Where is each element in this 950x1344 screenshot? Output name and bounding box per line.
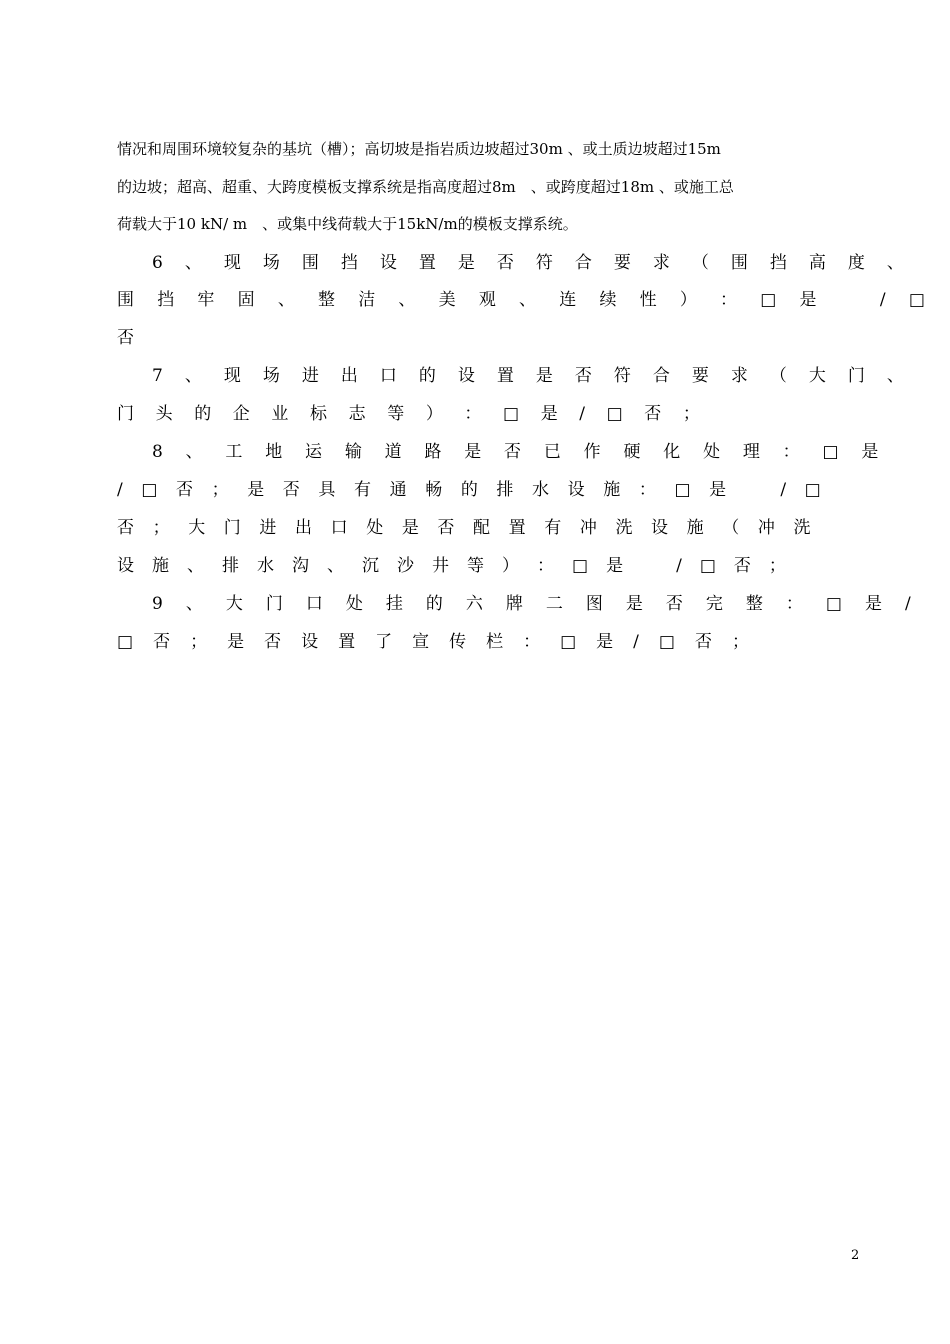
item-6-line-1: 6 、 现 场 围 挡 设 置 是 否 符 合 要 求 （ 围 挡 高 度 、: [152, 253, 913, 273]
item-7-line-2: 门 头 的 企 业 标 志 等 ） ： □ 是 / □ 否 ；: [117, 404, 709, 424]
item-8-line-2: / □ 否 ； 是 否 具 有 通 畅 的 排 水 设 施 ： □ 是 / □: [117, 480, 828, 500]
item-7-line-1: 7 、 现 场 进 出 口 的 设 置 是 否 符 合 要 求 （ 大 门 、: [152, 366, 913, 386]
paragraph-5-line-1: 情况和周围环境较复杂的基坑（槽）；高切坡是指岩质边坡超过30m 、或土质边坡超过15m: [117, 140, 721, 158]
item-8-line-4: 设 施 、 排 水 沟 、 沉 沙 井 等 ） ： □ 是 / □ 否 ；: [117, 556, 793, 576]
item-9-line-1: 9 、 大 门 口 处 挂 的 六 牌 二 图 是 否 完 整 ： □ 是 /: [152, 594, 920, 614]
paragraph-5-line-2: 的边坡；超高、超重、大跨度模板支撑系统是指高度超过8m 、或跨度超过18m 、或施工总: [117, 178, 734, 196]
item-6-line-2: 围 挡 牢 固 、 整 洁 、 美 观 、 连 续 性 ） ： □ 是 / □: [117, 290, 934, 310]
item-9-line-2: □ 否 ； 是 否 设 置 了 宣 传 栏 ： □ 是 / □ 否 ；: [117, 632, 757, 652]
paragraph-5-line-3: 荷载大于10 kN/ m 、或集中线荷载大于15kN/m的模板支撑系统。: [117, 215, 578, 233]
page-number: 2: [851, 1248, 860, 1263]
item-8-line-1: 8 、 工 地 运 输 道 路 是 否 已 作 硬 化 处 理 ： □ 是: [152, 442, 888, 462]
item-6-line-3: 否: [117, 328, 137, 348]
item-8-line-3: 否 ； 大 门 进 出 口 处 是 否 配 置 有 冲 洗 设 施 （ 冲 洗: [117, 518, 818, 538]
